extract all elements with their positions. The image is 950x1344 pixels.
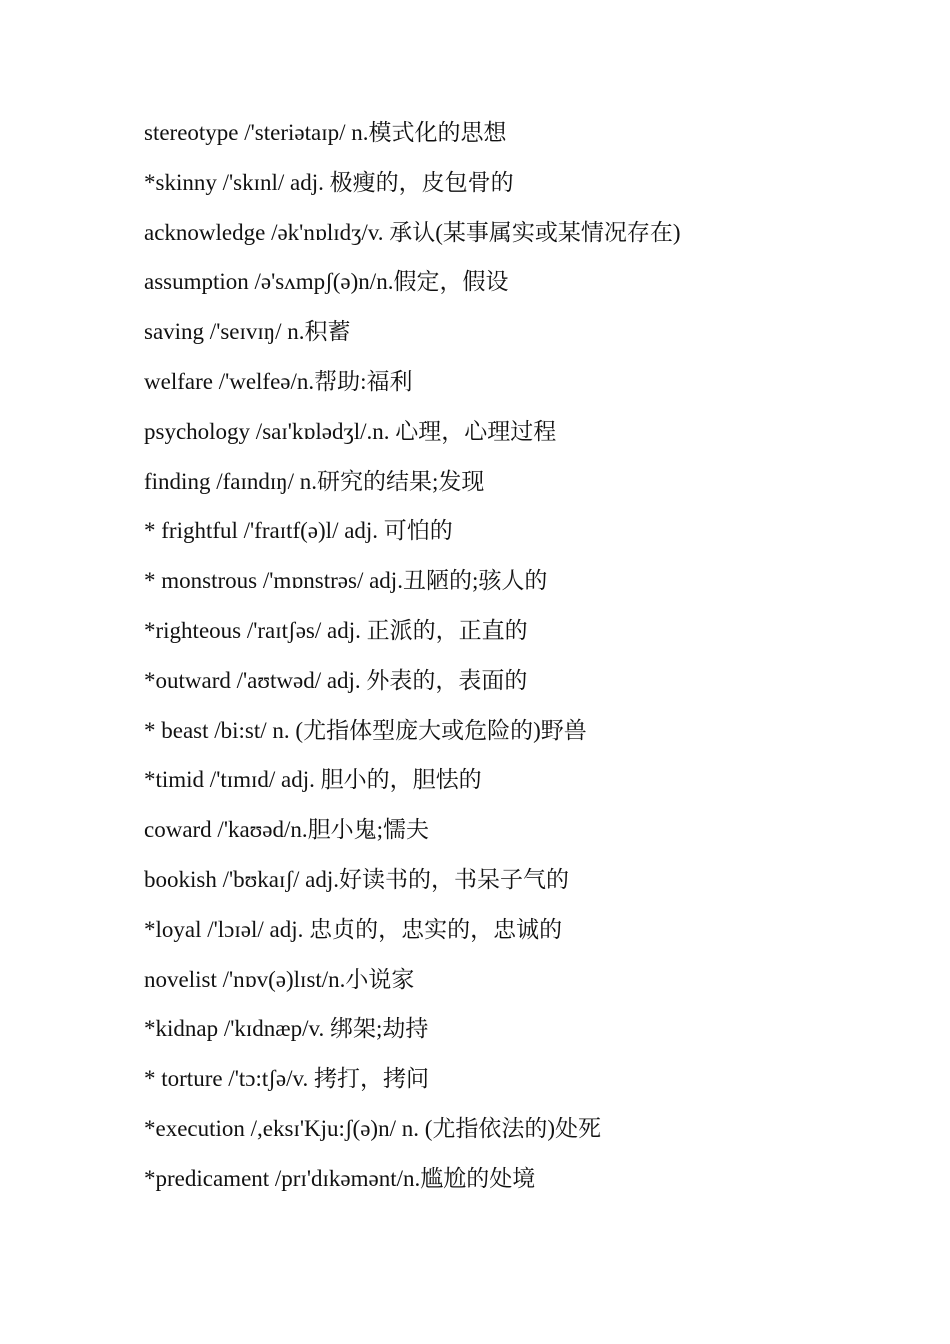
vocab-entry-coward: coward /'kaʊəd/n.胆小鬼;懦夫 [144, 817, 430, 843]
vocab-entry-acknowledge: acknowledge /ək'nɒlɪdʒ/v. 承认(某事属实或某情况存在) [144, 219, 681, 245]
vocabulary-list [144, 115, 904, 1211]
vocab-entry-novelist: novelist /'nɒv(ə)lɪst/n.小说家 [144, 966, 415, 992]
vocab-entry-execution: *execution /,eksɪ'Kju:ʃ(ə)n/ n. (尤指依法的)处死 [144, 1115, 602, 1141]
vocab-entry-loyal: *loyal /'lɔɪəl/ adj. 忠贞的，忠实的，忠诚的 [144, 916, 563, 942]
vocab-entry-frightful: * frightful /'fraɪtf(ə)l/ adj. 可怕的 [144, 518, 453, 544]
vocab-entry-predicament: *predicament /prɪ'dɪkəmənt/n.尴尬的处境 [144, 1165, 536, 1191]
vocab-entry-righteous: *righteous /'raɪtʃəs/ adj. 正派的，正直的 [144, 617, 528, 643]
vocab-entry-psychology: psychology /saɪ'kɒlədʒl/.n. 心理，心理过程 [144, 418, 557, 444]
vocab-entry-finding: finding /faɪndɪŋ/ n.研究的结果;发现 [144, 468, 485, 494]
vocab-entry-kidnap: *kidnap /'kɪdnæp/v. 绑架;劫持 [144, 1016, 429, 1042]
vocab-entry-beast: * beast /bi:st/ n. (尤指体型庞大或危险的)野兽 [144, 717, 587, 743]
vocab-entry-outward: *outward /'aʊtwəd/ adj. 外表的，表面的 [144, 667, 528, 693]
vocab-entry-welfare: welfare /'welfeə/n.帮助:福利 [144, 368, 413, 394]
vocab-entry-bookish: bookish /'bʊkaɪʃ/ adj.好读书的，书呆子气的 [144, 866, 569, 892]
vocab-entry-saving: saving /'seɪvɪŋ/ n.积蓄 [144, 319, 351, 345]
vocab-entry-skinny: *skinny /'skɪnl/ adj. 极瘦的，皮包骨的 [144, 169, 514, 195]
vocab-entry-timid: *timid /'tɪmɪd/ adj. 胆小的，胆怯的 [144, 767, 482, 793]
vocab-entry-torture: * torture /'tɔ:tʃə/v. 拷打，拷问 [144, 1066, 429, 1092]
vocab-entry-monstrous: * monstrous /'mɒnstrəs/ adj.丑陋的;骇人的 [144, 568, 548, 594]
vocab-entry-stereotype: stereotype /'steriətaɪp/ n.模式化的思想 [144, 120, 507, 145]
vocab-entry-assumption: assumption /ə'sʌmpʃ(ə)n/n.假定，假设 [144, 269, 509, 295]
